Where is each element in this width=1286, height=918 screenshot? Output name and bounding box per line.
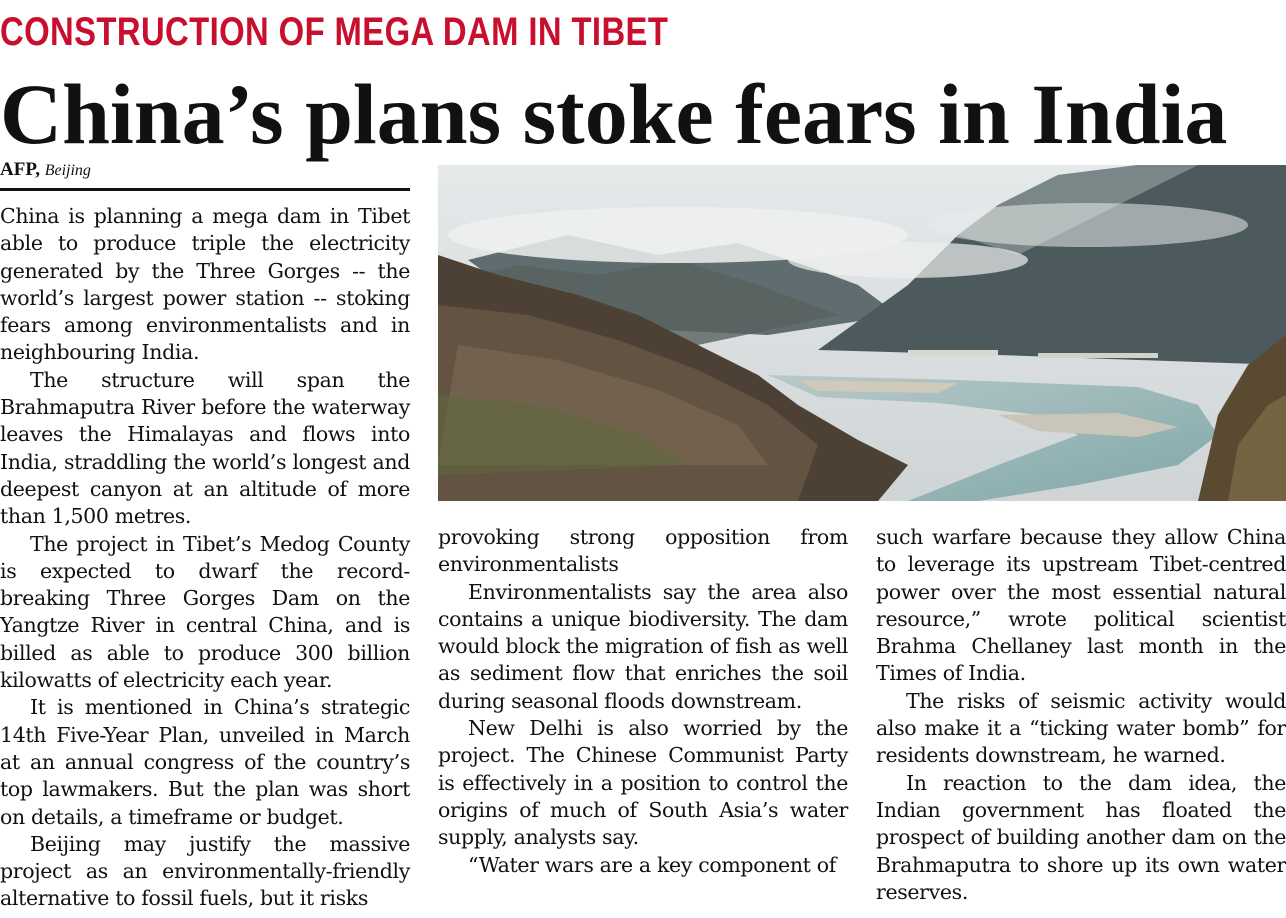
paragraph: China is planning a mega dam in Tibet able to produce triple the electricity generated by the Three Gorges -- the world’s largest power station -- stoking fears among environmentalists and in neighbouring India. xyxy=(0,204,410,365)
byline xyxy=(0,156,91,185)
paragraph: The risks of seismic activity would also make it a “ticking water bomb” for residents downstream, he warned. xyxy=(876,688,1286,768)
paragraph: Beijing may justify the massive project as an environmentally-friendly alternative to fossil fuels, but it risks xyxy=(0,831,410,911)
paragraph: Environmentalists say the area also contains a unique biodiversity. The dam would block the migration of fish as well as sediment flow that enriches the soil during seasonal floods downstream. xyxy=(438,579,848,713)
byline-place: Beijing xyxy=(44,162,91,179)
paragraph: The project in Tibet’s Medog County is expected to dwarf the record-breaking Three Gorges Dam on the Yangtze River in central China, and is billed as able to produce 300 billion kilowatts of electricity each year. xyxy=(0,531,410,693)
paragraph: “Water wars are a key component of xyxy=(468,852,836,877)
paragraph: It is mentioned in China’s strategic 14th Five-Year Plan, unveiled in March at an annual congress of the country’s top lawmakers. But the plan was short on details, a timeframe or budget. xyxy=(0,695,410,829)
paragraph: provoking strong opposition from environmentalists xyxy=(438,525,848,577)
paragraph: In reaction to the dam idea, the Indian government has floated the prospect of building another dam on the Brahmaputra to shore up its own water reserves. xyxy=(876,770,1286,904)
section-kicker: CONSTRUCTION OF MEGA DAM IN TIBET xyxy=(0,10,669,54)
article-column-3 xyxy=(876,524,1286,906)
byline-agency: AFP, xyxy=(0,159,40,180)
paragraph: New Delhi is also worried by the project. The Chinese Communist Party is effectively in a position to control the origins of much of South Asia’s water supply, analysts say. xyxy=(438,716,848,850)
headline: China’s plans stoke fears in India xyxy=(0,66,1228,162)
article-column-2 xyxy=(438,524,848,879)
byline-rule xyxy=(0,188,410,191)
paragraph: The structure will span the Brahmaputra River before the waterway leaves the Himalayas and flows into India, straddling the world’s longest and deepest canyon at an altitude of more than 1,500 metres. xyxy=(0,367,410,529)
paragraph: such warfare because they allow China to leverage its upstream Tibet-centred power over the most essential natural resource,” wrote political scientist Brahma Chellaney last month in the Times of India. xyxy=(876,525,1286,686)
article-column-1 xyxy=(0,203,410,913)
news-photo xyxy=(438,165,1286,501)
landscape-image xyxy=(438,165,1286,501)
